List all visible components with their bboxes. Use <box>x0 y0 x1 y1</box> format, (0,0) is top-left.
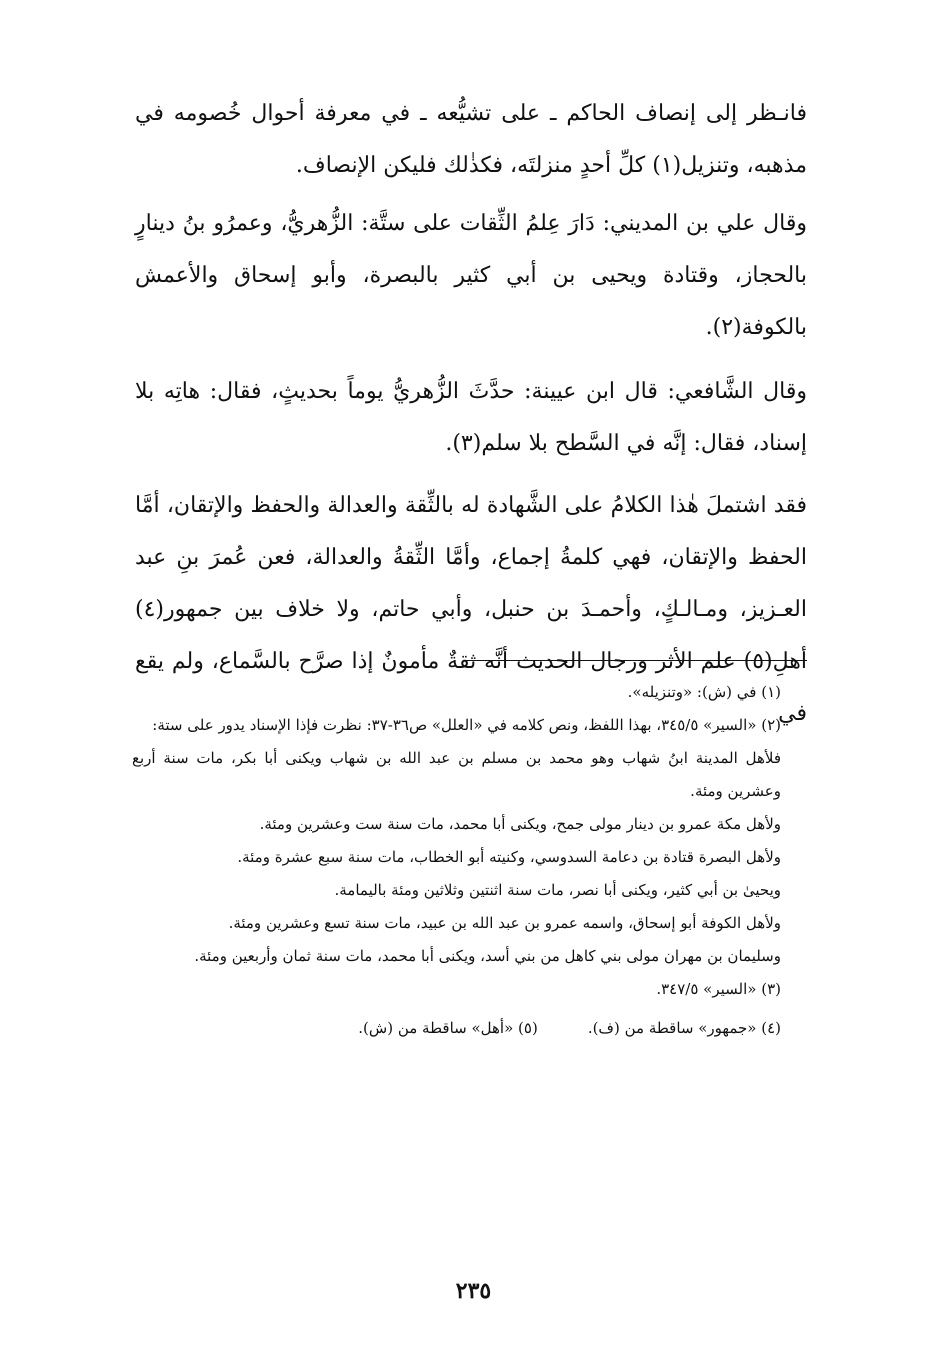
footnote-separator <box>465 660 807 661</box>
footnote-2-item-yahya: ويحيىٰ بن أبي كثير، ويكنى أبا نصر، مات سنة اثنتين وثلاثين ومئة باليمامة. <box>334 881 781 899</box>
footnote-4: (٤) «جمهور» ساقطة من (ف). <box>587 1019 781 1037</box>
paragraph-shafii: وقال الشَّافعي: قال ابن عيينة: حدَّثَ الزُّهريُّ يوماً بحديثٍ، فقال: هاتِه بلا إسناد، فقال: إنَّه في السَّطح بلا سلم(٣). <box>135 379 807 456</box>
footnotes <box>132 676 807 1045</box>
paragraph-testimony: فقد اشتملَ هٰذا الكلامُ على الشَّهادة له بالثِّقة والعدالة والحفظ والإتقان، أمَّا الحفظ والإتقان، فهي كلمةُ إجماع، وأمَّا الثِّقةُ والعدالة، فعن عُمرَ بنِ عبد العـزيز، ومـالـكٍ، وأحمـدَ بن حنبل، وأبي حاتم، ولا خلاف بين جمهور(٤) أهلِ(٥) علم الأثر ورجال الحديث أنَّه ثقةٌ مأمونٌ إذا صرَّح بالسَّماع، ولم يقع في <box>135 493 807 726</box>
paragraph-ibn-madini: وقال علي بن المديني: دَارَ عِلمُ الثِّقات على ستَّة: الزُّهريُّ، وعمرُو بنُ دينارٍ بالحجاز، وقتادة ويحيى بن أبي كثير بالبصرة، وأبو إسحاق والأعمش بالكوفة(٢). <box>135 211 807 340</box>
footnote-2-item-makka: ولأهل مكة عمرو بن دينار مولى جمح، ويكنى أبا محمد، مات سنة ست وعشرين ومئة. <box>259 815 781 833</box>
footnote-3: (٣) «السير» ٣٤٧/٥. <box>656 980 781 998</box>
main-text <box>135 88 807 740</box>
footnote-2-item-madina: فلأهل المدينة ابنُ شهاب وهو محمد بن مسلم بن عبد الله بن شهاب ويكنى أبا بكر، مات سنة أربع وعشرين ومئة. <box>132 749 781 800</box>
footnote-5: (٥) «أهل» ساقطة من (ش). <box>358 1019 538 1037</box>
footnote-1: (١) في (ش): «وتنزيله». <box>627 683 781 701</box>
paragraph-hakim-fairness: فانـظر إلى إنصاف الحاكم ـ على تشيُّعه ـ في معرفة أحوال خُصومه في مذهبه، وتنزيل(١) كلِّ أحدٍ منزلتَه، فكذٰلك فليكن الإنصاف. <box>135 101 807 178</box>
footnote-2-item-sulayman: وسليمان بن مهران مولى بني كاهل من بني أسد، ويكنى أبا محمد، مات سنة ثمان وأربعين ومئة. <box>194 947 781 965</box>
footnote-2: (٢) «السير» ٣٤٥/٥، بهذا اللفظ، ونص كلامه في «العلل» ص٣٦-٣٧: نظرت فإذا الإسناد يدور على ستة: <box>152 716 781 734</box>
footnote-2-item-kufa: ولأهل الكوفة أبو إسحاق، واسمه عمرو بن عبد الله بن عبيد، مات سنة تسع وعشرين ومئة. <box>228 914 781 932</box>
page-number: ٢٣٥ <box>455 1278 492 1304</box>
footnote-2-item-basra: ولأهل البصرة قتادة بن دعامة السدوسي، وكنيته أبو الخطاب، مات سنة سبع عشرة ومئة. <box>237 848 781 866</box>
footnotes-4-5-row <box>132 1012 807 1045</box>
